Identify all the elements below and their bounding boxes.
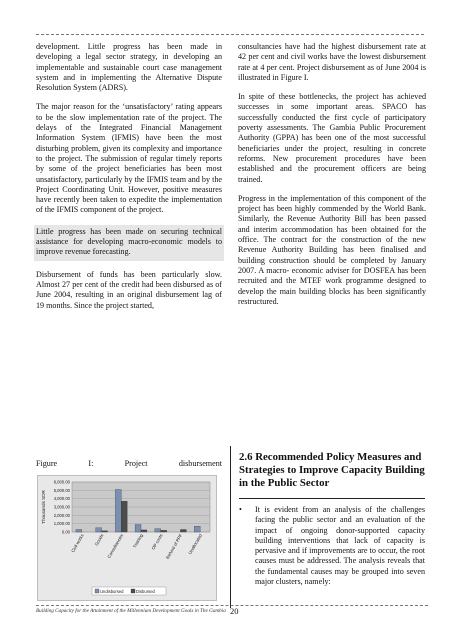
list-item xyxy=(239,505,425,587)
footer-text: Building Capacity for the Attainment of the Millennium Development Goals in The Gambia xyxy=(36,608,226,614)
bar-disbursed xyxy=(180,530,186,533)
bar-undisbursed xyxy=(115,490,121,533)
y-tick-label: 4,000.00 xyxy=(53,496,70,502)
legend-swatch xyxy=(95,589,99,593)
y-tick-label: 1,000.00 xyxy=(53,521,70,527)
caption-word: Figure xyxy=(36,459,58,468)
y-tick-label: 5,000.00 xyxy=(53,487,70,493)
x-tick-label: Goods xyxy=(93,533,105,547)
y-tick-label: 3,000.00 xyxy=(53,504,70,510)
x-tick-label: Consultancies xyxy=(106,533,125,559)
chart-svg xyxy=(38,476,216,600)
x-tick-label: Refund of PPF xyxy=(164,533,184,560)
x-tick-label: Training xyxy=(131,533,144,549)
bullet-icon: • xyxy=(239,505,242,514)
caption-word: I: xyxy=(88,459,94,468)
figure-caption xyxy=(36,459,222,468)
paragraph: development. Little progress has been made in developing a legal sector strategy, in developing an implementable and sustainable court case management system and in implementing the Alternative Dispute Resolution System (ADRS). xyxy=(36,42,222,93)
bar-undisbursed xyxy=(155,529,161,532)
y-tick-label: 6,000.00 xyxy=(53,479,70,485)
paragraph: Disbursement of funds has been particularly slow. Almost 27 per cent of the credit had been disbursed as of June 2004, resulting in an original disbursement lag of 19 months. Since the project started, xyxy=(36,269,222,310)
left-column xyxy=(36,42,222,320)
section-box xyxy=(230,446,429,608)
top-rule xyxy=(36,34,424,35)
disbursement-chart xyxy=(37,475,217,601)
right-column xyxy=(238,42,426,316)
bullet-list xyxy=(239,498,425,587)
y-axis-label: Thousands SDR xyxy=(41,490,46,524)
paragraph: Progress in the implementation of this component of the project has been highly commended by the World Bank. Similarly, the Revenue Authority Bill has been passed and interim accommodation has been obtained for the office. The contract for the construction of the new Revenue Authority Building has been finalised and building construction should be completed by January 2007. A macro- economic adviser for DOSFEA has been recruited and the MTEF work programme designed to develop the main building blocks has been significantly restructured. xyxy=(238,193,426,306)
page-number: 20 xyxy=(230,606,239,616)
x-tick-label: Unallocated xyxy=(187,533,204,556)
y-tick-label: 2,000.00 xyxy=(53,512,70,518)
bar-disbursed xyxy=(121,501,127,532)
section-heading: 2.6 Recommended Policy Measures and Strategies to Improve Capacity Building in the Public Sector xyxy=(239,451,425,489)
bar-undisbursed xyxy=(135,525,141,533)
paragraph: The major reason for the ‘unsatisfactory’ rating appears to be the slow implementation rate of the project. The delays of the Integrated Financial Management Information System (IFMIS) have been the most disturbing problem, given its complexity and importance to the project. The submission of regular timely reports by some of the project beneficiaries has been most unsatisfactory, particularly by the IFMIS team and by the Project Coordinating Unit. However, positive measures have recently been taken to expedite the implementation of the IFMIS component of the project. xyxy=(36,102,222,215)
bar-undisbursed xyxy=(194,526,200,532)
bar-undisbursed xyxy=(76,530,82,533)
y-tick-label: 0.00 xyxy=(61,529,70,535)
x-tick-label: OP costs xyxy=(150,533,164,551)
caption-word: Project xyxy=(124,459,148,468)
caption-word: disbursement xyxy=(178,459,222,468)
paragraph: consultancies have had the highest disbursement rate at 42 per cent and civil works have the lowest disbursement rate at 4 per cent. Project disbursement as of June 2004 is illustrated in Figure I. xyxy=(238,42,426,82)
highlighted-paragraph: Little progress has been made on securing technical assistance for developing macro-economic models to improve revenue forecasting. xyxy=(34,225,224,261)
legend-label: Disbursed xyxy=(136,588,155,594)
bullet-text: It is evident from an analysis of the challenges facing the public sector and an evaluation of the impact of ongoing donor-supported capacity building interventions that lack of capacity is pervasive and if improvements are to occur, the root causes must be addressed. The analysis reveals that the fundamental causes may be grouped into seven major clusters, namely: xyxy=(255,505,425,587)
bar-disbursed xyxy=(161,530,167,532)
bar-disbursed xyxy=(102,531,108,532)
bar-undisbursed xyxy=(96,528,102,532)
x-tick-label: Civil works xyxy=(70,533,85,554)
legend-swatch xyxy=(131,589,135,593)
paragraph: In spite of these bottlenecks, the project has achieved successes in some important areas. SPACO has successfully conducted the first cycle of participatory poverty assessments. The Gambia Public Procurement Authority (GPPA) has been one of the most successful beneficiaries under the project, resulting in concrete reforms. New procurement procedures have been established and the procurement officers are being trained. xyxy=(238,92,426,184)
legend-label: Undisbursed xyxy=(100,588,124,594)
bar-disbursed xyxy=(141,530,147,532)
